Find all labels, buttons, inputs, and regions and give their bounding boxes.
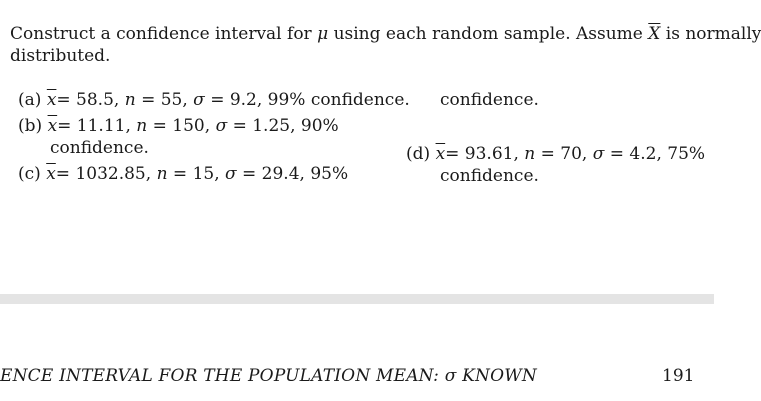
value: = 9.2, 99% confidence. [210,90,410,110]
sample-mean-symbol: $\overline{x}$ [46,164,56,184]
item-a [18,90,410,110]
item-label: (a) [18,90,42,110]
intro-line-2: distributed. [10,46,111,66]
item-d [406,144,705,164]
intro-text: is normally [665,24,761,44]
intro-line-1 [10,24,761,44]
item-label: (d) [406,144,431,164]
sigma-symbol: σ [444,366,457,386]
value: = 58.5, [56,90,120,110]
value: = 15, [172,164,220,184]
running-head-text: KNOWN [462,366,537,386]
value: = 29.4, 95% [242,164,349,184]
value: = 55, [141,90,188,110]
sigma-symbol: σ [215,116,228,136]
item-label: (c) [18,164,41,184]
page-number: 191 [662,366,695,386]
item-d-continuation: confidence. [440,166,539,186]
mu-symbol: μ [317,24,329,44]
item-b-continuation: confidence. [50,138,149,158]
value: = 70, [540,144,588,164]
running-head [0,366,537,386]
item-c-continuation: confidence. [440,90,539,110]
random-variable-x: $\overline{X}$ [648,24,661,44]
value: = 4.2, 75% [609,144,706,164]
item-c [18,164,348,184]
intro-text: Construct a confidence interval for [10,24,312,44]
sigma-symbol: σ [592,144,605,164]
sigma-symbol: σ [193,90,205,110]
sample-mean-symbol: $\overline{x}$ [46,90,57,110]
n-symbol: n [136,116,148,136]
value: = 11.11, [57,116,131,136]
item-label: (b) [18,116,43,136]
value: = 150, [152,116,211,136]
n-symbol: n [124,90,136,110]
value: = 93.61, [445,144,519,164]
sample-mean-symbol: $\overline{x}$ [435,144,446,164]
sample-mean-symbol: $\overline{x}$ [47,116,58,136]
intro-text: using each random sample. Assume [333,24,643,44]
value: = 1032.85, [55,164,152,184]
sigma-symbol: σ [225,164,237,184]
item-b [18,116,339,136]
value: = 1.25, 90% [232,116,339,136]
n-symbol: n [524,144,536,164]
n-symbol: n [156,164,168,184]
page-break-divider [0,294,714,304]
running-head-text: ENCE INTERVAL FOR THE POPULATION MEAN: [0,366,440,386]
